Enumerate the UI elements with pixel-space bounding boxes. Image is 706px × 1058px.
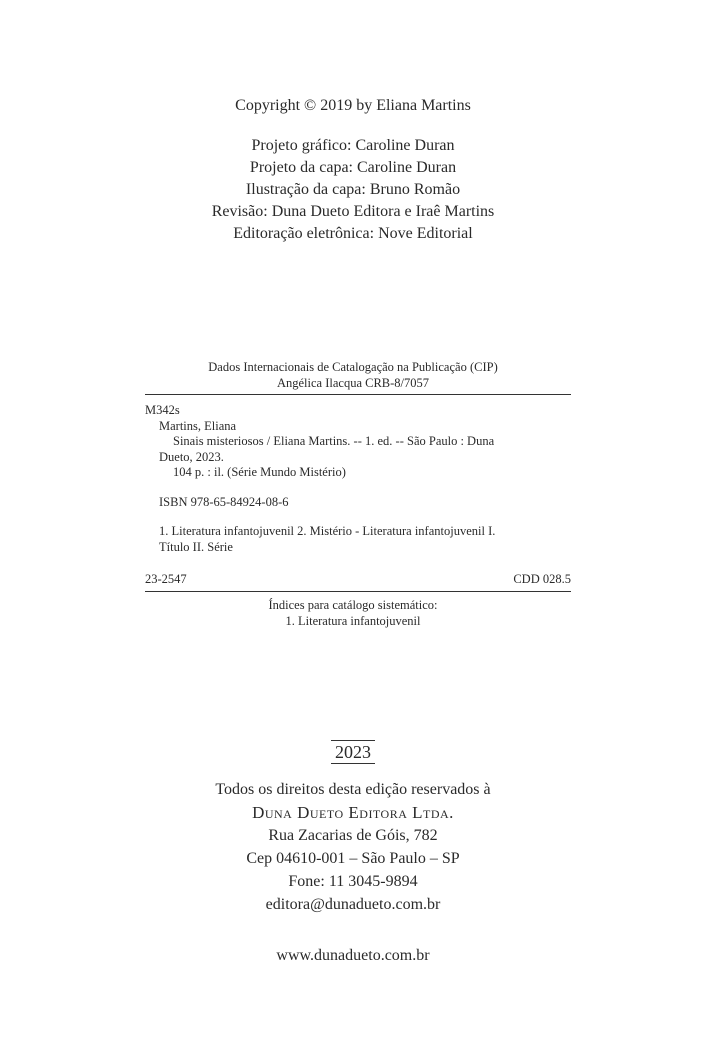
credit-line: Ilustração da capa: Bruno Romão	[245, 181, 461, 198]
cip-subjects: 1. Literatura infantojuvenil 2. Mistério - Literatura infantojuvenil I.	[159, 524, 496, 538]
credit-line: Projeto da capa: Caroline Duran	[249, 159, 457, 176]
cip-title-line: Dueto, 2023.	[159, 449, 224, 464]
publisher-email: editora@dunadueto.com.br	[265, 896, 441, 913]
cip-isbn: ISBN 978-65-84924-08-6	[159, 494, 289, 509]
edition-year: 2023	[331, 740, 375, 764]
credit-line: Revisão: Duna Dueto Editora e Iraê Martins	[211, 203, 495, 220]
publisher-website: www.dunadueto.com.br	[276, 947, 430, 964]
indices-title: Índices para catálogo sistemático:	[268, 598, 438, 612]
record-id: 23-2547	[145, 572, 187, 586]
indices-block	[0, 598, 706, 629]
publisher-cep: Cep 04610-001 – São Paulo – SP	[246, 850, 460, 867]
credit-line: Projeto gráfico: Caroline Duran	[251, 137, 455, 154]
cip-pages: 104 p. : il. (Série Mundo Mistério)	[173, 465, 346, 479]
publisher-address: Rua Zacarias de Góis, 782	[268, 827, 438, 844]
publisher-name: Duna Dueto Editora Ltda.	[252, 803, 454, 822]
cip-title-line: Sinais misteriosos / Eliana Martins. -- 1. ed. -- São Paulo : Duna	[173, 434, 495, 448]
indices-item: 1. Literatura infantojuvenil	[285, 613, 421, 628]
rights-statement: Todos os direitos desta edição reservados à	[215, 781, 491, 798]
publisher-block	[0, 778, 706, 916]
website-block	[0, 945, 706, 967]
cip-author: Martins, Eliana	[159, 418, 237, 433]
cip-bottom-rule	[145, 591, 571, 592]
cip-top-rule	[145, 394, 571, 395]
cip-footer	[145, 572, 571, 588]
credits-block	[0, 95, 706, 245]
year-block	[0, 740, 706, 764]
cip-librarian: Angélica Ilacqua CRB-8/7057	[276, 375, 430, 390]
credit-line: Editoração eletrônica: Nove Editorial	[233, 225, 473, 242]
cdd-code: CDD 028.5	[513, 572, 571, 586]
cip-subjects: Título II. Série	[159, 539, 233, 554]
cip-record	[145, 403, 571, 555]
cip-header	[0, 360, 706, 391]
publisher-phone: Fone: 11 3045-9894	[288, 873, 418, 890]
call-number: M342s	[145, 403, 180, 417]
cip-title: Dados Internacionais de Catalogação na Publicação (CIP)	[208, 360, 498, 374]
copyright-line: Copyright © 2019 by Eliana Martins	[235, 97, 471, 114]
